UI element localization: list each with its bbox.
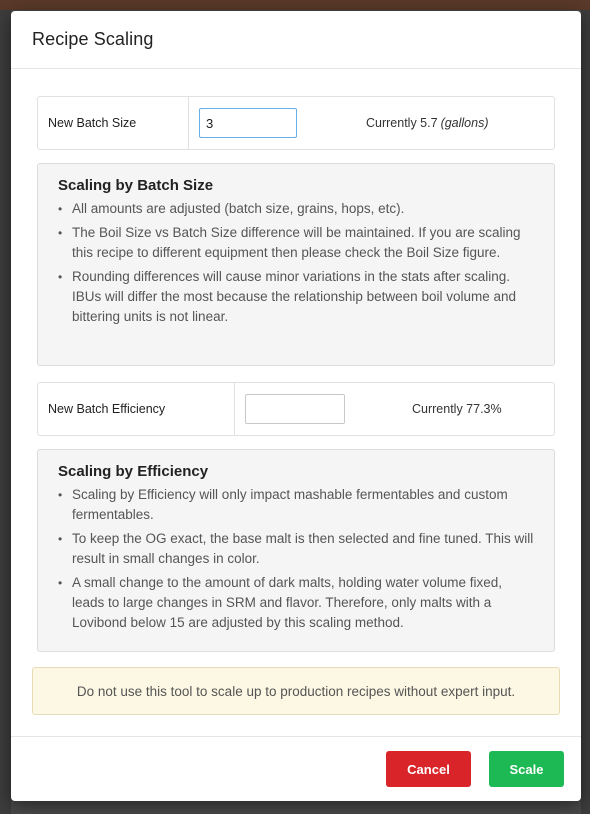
list-item: • The Boil Size vs Batch Size difference will be maintained. If you are scaling this recipe to different equipment then please check the Boil Size figure. xyxy=(58,223,534,263)
efficiency-label: New Batch Efficiency xyxy=(38,383,235,435)
batch-size-info-list xyxy=(58,199,534,327)
efficiency-info-box xyxy=(37,449,555,652)
batch-size-info-box xyxy=(37,163,555,366)
modal-footer xyxy=(11,736,581,801)
efficiency-info-list xyxy=(58,485,534,633)
cancel-button[interactable]: Cancel xyxy=(386,751,471,787)
modal-body xyxy=(11,69,581,652)
batch-size-input[interactable] xyxy=(199,108,297,138)
batch-size-current-text: Currently 5.7 xyxy=(366,116,438,130)
efficiency-current: Currently 77.3% xyxy=(412,402,502,416)
batch-size-row xyxy=(37,96,555,150)
background-right-edge xyxy=(581,10,590,814)
batch-size-current xyxy=(366,97,489,149)
list-item: • Rounding differences will cause minor variations in the stats after scaling. IBUs will differ the most because the relationship between boil volume and bittering units is not linear. xyxy=(58,267,534,327)
modal-title: Recipe Scaling xyxy=(32,29,154,49)
modal-header xyxy=(11,11,581,69)
background-topbar xyxy=(0,0,590,10)
background-left-edge xyxy=(0,10,11,814)
efficiency-input[interactable] xyxy=(245,394,345,424)
batch-size-input-cell xyxy=(189,97,366,149)
batch-size-info-title: Scaling by Batch Size xyxy=(58,177,214,194)
list-item: • A small change to the amount of dark malts, holding water volume fixed, leads to large changes in SRM and flavor. Therefore, only malts with a Lovibond below 15 are adjusted by this scaling method. xyxy=(58,573,534,633)
list-item: • To keep the OG exact, the base malt is then selected and fine tuned. This will result in small changes in color. xyxy=(58,529,534,569)
list-item: • Scaling by Efficiency will only impact mashable fermentables and custom fermentables. xyxy=(58,485,534,525)
scale-button[interactable]: Scale xyxy=(489,751,564,787)
production-warning: Do not use this tool to scale up to production recipes without expert input. xyxy=(32,667,560,715)
efficiency-input-cell xyxy=(235,383,412,435)
efficiency-info-title: Scaling by Efficiency xyxy=(58,463,209,480)
batch-size-unit: (gallons) xyxy=(440,116,489,130)
recipe-scaling-modal xyxy=(11,11,581,801)
batch-size-label: New Batch Size xyxy=(38,97,189,149)
list-item: • All amounts are adjusted (batch size, grains, hops, etc). xyxy=(58,199,534,219)
efficiency-row xyxy=(37,382,555,436)
